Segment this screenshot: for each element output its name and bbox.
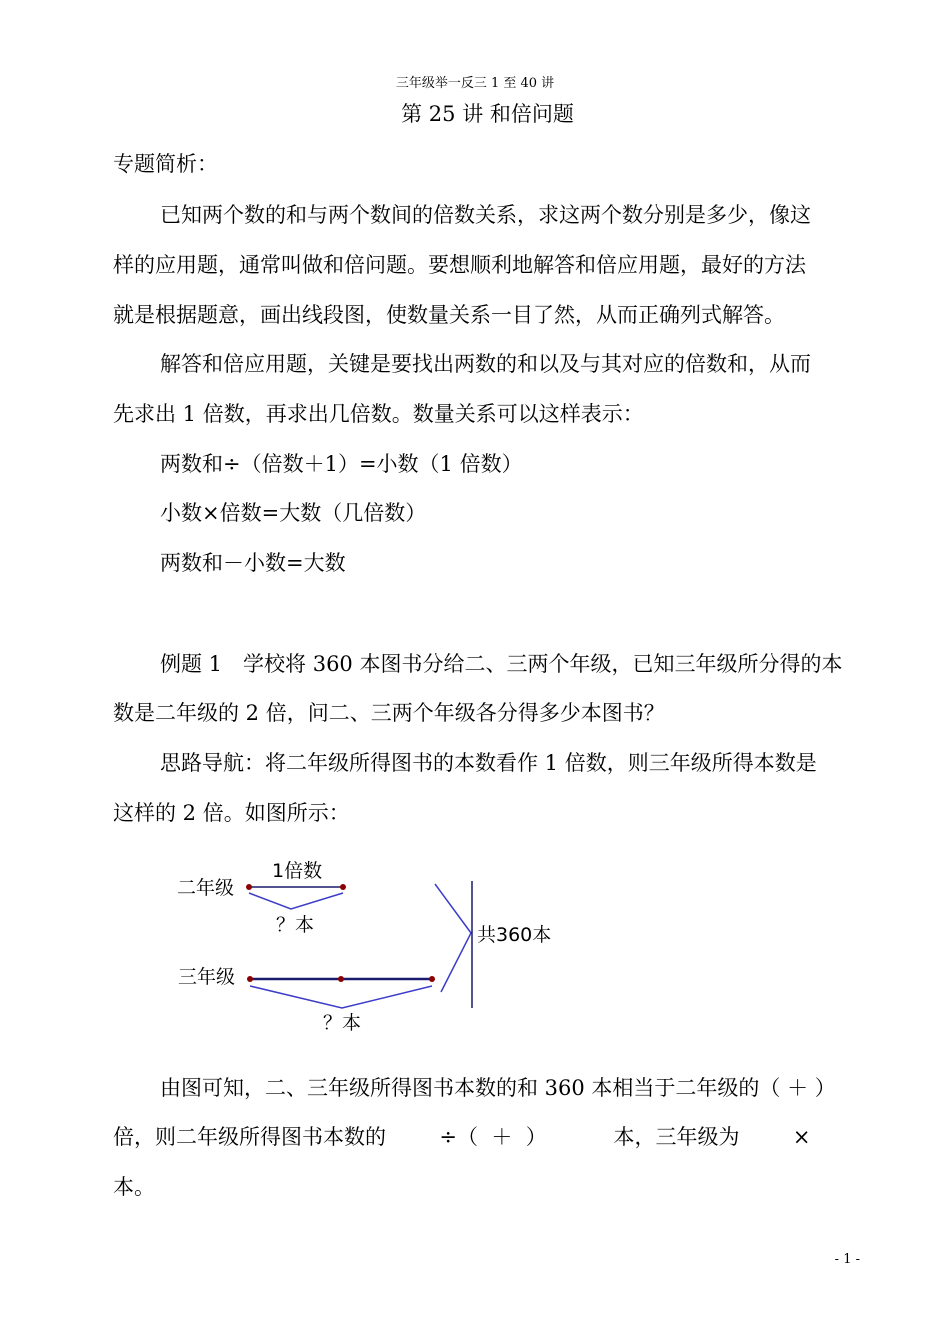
running-header: 三年级举一反三 1 至 40 讲	[395, 76, 555, 91]
lesson-title: 第 25 讲 和倍问题	[401, 102, 574, 126]
grade3-brace	[250, 986, 432, 1008]
grade2-label: 二年级	[177, 877, 235, 899]
intro-line-2: 样的应用题，通常叫做和倍问题。要想顺利地解答和倍应用题，最好的方法	[113, 253, 806, 277]
grade2-end-point	[340, 884, 346, 890]
grade3-start-point	[247, 976, 253, 982]
formula-large-number: 小数×倍数=大数（几倍数）	[160, 501, 427, 525]
example-line-2: 数是二年级的 2 倍，问二、三两个年级各分得多少本图书？	[113, 701, 665, 725]
grade3-end-point	[429, 976, 435, 982]
one-times-label: 1倍数	[272, 860, 323, 882]
conclusion-line-3: 本。	[113, 1175, 155, 1199]
total-label: 共360本	[477, 924, 552, 946]
section-label: 专题简析：	[113, 152, 218, 176]
page-number: - 1 -	[834, 1252, 860, 1267]
intro-line-3: 就是根据题意，画出线段图，使数量关系一目了然，从而正确列式解答。	[113, 303, 785, 327]
intro-line-1: 已知两个数的和与两个数间的倍数关系，求这两个数分别是多少，像这	[160, 203, 811, 227]
example-line-1: 例题 1 学校将 360 本图书分给二、三两个年级，已知三年级所分得的本	[160, 652, 843, 676]
grade2-start-point	[246, 884, 252, 890]
grade3-label: 三年级	[178, 966, 236, 988]
grade2-unknown-label: ？本	[276, 914, 315, 936]
key-point-line-2: 先求出 1 倍数，再求出几倍数。数量关系可以这样表示：	[113, 402, 644, 426]
total-brace	[435, 884, 471, 992]
conclusion-line-2: 倍，则二年级所得图书本数的 ÷（ ＋ ） 本，三年级为 ×	[113, 1125, 811, 1149]
hint-line-2: 这样的 2 倍。如图所示：	[113, 801, 350, 825]
grade2-brace	[249, 893, 343, 909]
hint-line-1: 思路导航：将二年级所得图书的本数看作 1 倍数，则三年级所得本数是	[160, 751, 817, 775]
key-point-line-1: 解答和倍应用题，关键是要找出两数的和以及与其对应的倍数和，从而	[160, 352, 811, 376]
grade3-unknown-label: ？本	[323, 1012, 362, 1034]
grade3-middle-point	[338, 976, 344, 982]
conclusion-line-1: 由图可知，二、三年级所得图书本数的和 360 本相当于二年级的（ ＋ ）	[160, 1076, 836, 1100]
line-segment-diagram	[160, 840, 580, 1040]
formula-small-number: 两数和÷（倍数＋1）=小数（1 倍数）	[160, 452, 523, 476]
formula-difference: 两数和－小数=大数	[160, 551, 346, 575]
